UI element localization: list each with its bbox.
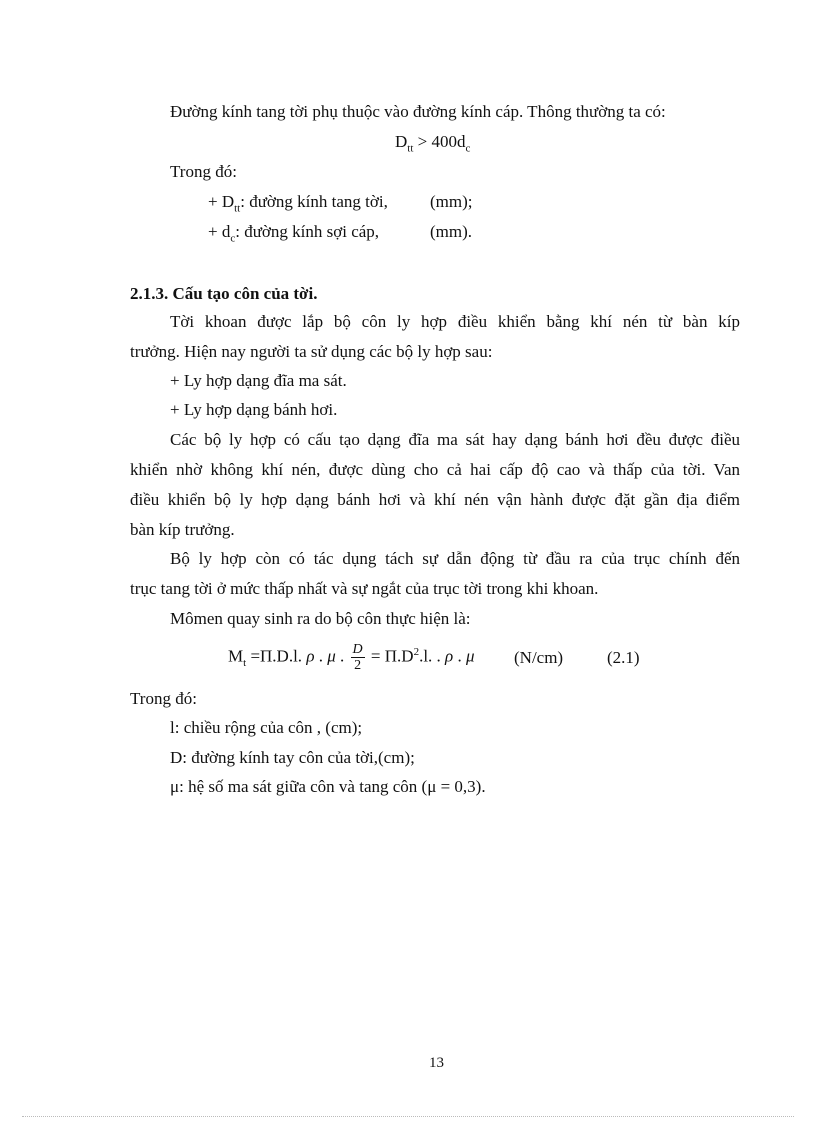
bullet-item: + Ly hợp dạng đĩa ma sát. [170,371,347,390]
page-bottom-divider [22,1116,794,1117]
definition-item: l: chiều rộng của côn , (cm); [170,718,363,737]
definition-item [208,191,388,219]
paragraph-line: bàn kíp trưởng. [130,520,235,539]
fraction-numerator: D [352,642,363,658]
paragraph-line: Các bộ ly hợp có cấu tạo dạng đĩa ma sát hay dạng bánh hơi đều được điều [170,430,740,449]
fraction-denominator: 2 [354,658,362,674]
item-text: : đường kính sợi cáp, [235,222,380,241]
paragraph-line: điều khiển bộ ly hợp dạng bánh hơi và khí nén vận hành được đặt gần địa điểm [130,490,740,509]
item-subscript: c [230,232,236,245]
bullet-item: + Ly hợp dạng bánh hơi. [170,400,338,419]
item-prefix: + d [208,222,231,241]
formula-square: 2 [413,646,420,658]
formula-dot: . [335,646,349,666]
where-label: Trong đó: [130,689,197,708]
item-text: : đường kính tang tời, [240,192,388,211]
formula-relation: > 400d [413,132,466,151]
formula-m: M [228,646,244,666]
formula-m-subscript: t [243,657,247,670]
formula-rhs-subscript: c [465,142,471,155]
paragraph-line: Tời khoan được lắp bộ côn ly hợp điều khiển bằng khí nén từ bàn kíp [170,312,740,331]
formula-dot: . [314,646,328,666]
section-heading: 2.1.3. Cấu tạo côn của tời. [130,284,318,303]
formula-lhs-subscript: tt [407,142,414,155]
paragraph-line: Mômen quay sinh ra do bộ côn thực hiện là: [170,609,471,628]
paragraph-line: Bộ ly hợp còn có tác dụng tách sự dẫn động từ đầu ra của trục chính đến [170,549,740,568]
definition-item: D: đường kính tay côn của tời,(cm); [170,748,415,767]
formula-part1: =Π.D.l. [246,646,307,666]
formula-torque [228,641,475,674]
paragraph-line: trục tang tời ở mức thấp nhất và sự ngắt của trục tời trong khi khoan. [130,579,599,598]
formula-part2: = Π.D [366,646,414,666]
page-number: 13 [429,1055,444,1071]
formula-number: (2.1) [607,648,640,667]
formula-unit: (N/cm) [514,648,564,667]
formula-dot: . [453,646,466,666]
definition-item: μ: hệ số ma sát giữa côn và tang côn (μ = 0,3). [170,777,486,796]
formula-fraction [351,642,365,673]
paragraph-line: khiển nhờ không khí nén, được dùng cho cả hai cấp độ cao và thấp của tời. Van [130,460,740,479]
formula-rho: ρ [445,646,454,666]
definition-item [208,221,379,249]
formula-rho: ρ [306,646,315,666]
paragraph-line: Đường kính tang tời phụ thuộc vào đường kính cáp. Thông thường ta có: [170,102,666,121]
formula-mu: μ [465,646,475,666]
item-unit: (mm). [430,222,473,241]
item-unit: (mm); [430,192,473,211]
paragraph-line: trưởng. Hiện nay người ta sử dụng các bộ ly hợp sau: [130,342,493,361]
where-label: Trong đó: [170,162,237,181]
formula-lhs: D [395,132,408,151]
formula-drum-diameter [395,131,470,159]
formula-mu: μ [327,646,336,666]
formula-part3: .l. . [419,646,446,666]
item-prefix: + D [208,192,235,211]
item-subscript: tt [234,202,241,215]
